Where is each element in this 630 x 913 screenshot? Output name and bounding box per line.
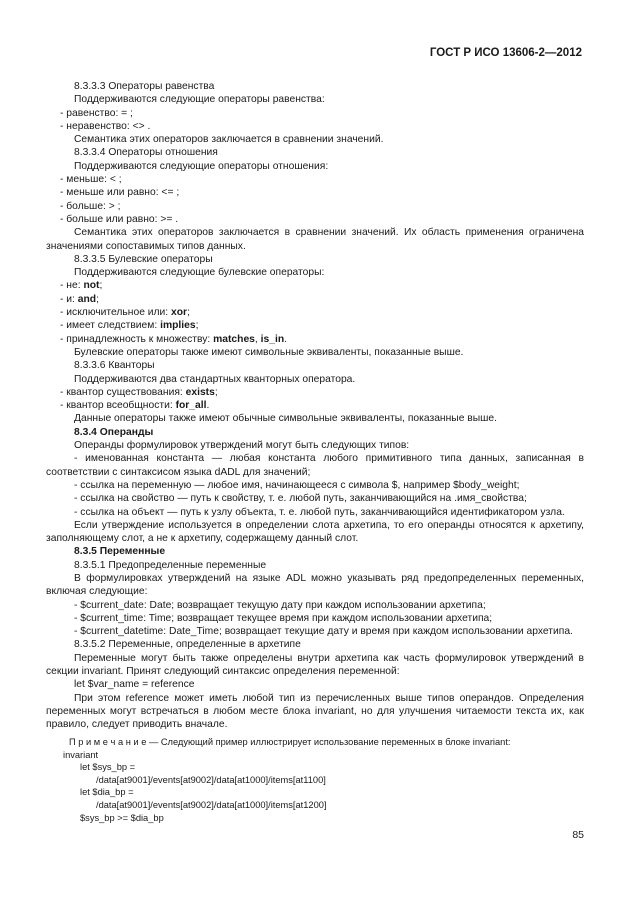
line-text: - меньше: < ; xyxy=(60,174,122,186)
text-line xyxy=(46,412,584,425)
line-text: . xyxy=(284,333,287,345)
text-line xyxy=(46,133,584,146)
document-header: ГОСТ Р ИСО 13606-2—2012 xyxy=(429,47,582,59)
page-number: 85 xyxy=(572,829,584,841)
text-line xyxy=(46,359,584,372)
line-text: 8.3.3.5 Булевские операторы xyxy=(74,253,213,265)
bold-term: not xyxy=(83,280,100,292)
text-line xyxy=(46,80,584,93)
text-line xyxy=(46,120,584,133)
line-text: let $var_name = reference xyxy=(74,679,195,691)
note-line: П р и м е ч а н и е — Следующий пример иллюстрирует использование переменных в блоке invariant: xyxy=(69,737,511,747)
text-line xyxy=(46,612,584,625)
text-line xyxy=(46,625,584,638)
text-line xyxy=(46,426,584,439)
bold-term: 8.3.5 Переменные xyxy=(74,546,166,558)
text-line xyxy=(46,452,584,479)
line-text: ; xyxy=(214,386,218,398)
line-text: Поддерживаются следующие операторы равенства: xyxy=(74,94,325,106)
text-line xyxy=(46,692,584,732)
line-text: При этом reference может иметь любой тип из перечисленных выше типов операндов. Определения переменных могут встречаться в любом месте блока invariant, но для улучшения читаемости текста их, как правило, следует приводить вначале. xyxy=(46,692,584,731)
text-line xyxy=(46,519,584,546)
text-line xyxy=(46,439,584,452)
line-text: 8.3.5.1 Предопределенные переменные xyxy=(74,559,267,571)
text-line xyxy=(46,107,584,120)
text-line xyxy=(46,479,584,492)
text-line xyxy=(46,386,584,399)
text-line xyxy=(46,93,584,106)
text-line xyxy=(46,186,584,199)
text-line xyxy=(46,266,584,279)
line-text: - меньше или равно: <= ; xyxy=(60,187,180,199)
text-line xyxy=(46,346,584,359)
line-text: - не: xyxy=(60,280,84,292)
text-line xyxy=(46,279,584,292)
bold-term: and xyxy=(77,293,97,305)
bold-term: 8.3.4 Операнды xyxy=(74,426,154,438)
note-line: invariant xyxy=(63,749,99,760)
bold-term: exists xyxy=(185,386,215,398)
bold-term: implies xyxy=(160,320,196,332)
note-line: $sys_bp >= $dia_bp xyxy=(80,812,164,823)
line-text: - $current_date: Date; возвращает текущую дату при каждом использовании архетипа; xyxy=(74,599,486,611)
document-body xyxy=(46,80,584,732)
line-text: Операнды формулировок утверждений могут быть следующих типов: xyxy=(74,440,410,452)
bold-term: xor xyxy=(171,307,188,319)
line-text: - больше: > ; xyxy=(60,200,121,212)
line-text: - $current_datetime: Date_Time; возвращает текущие дату и время при каждом использовании архетипа. xyxy=(74,626,573,638)
line-text: 8.3.3.6 Кванторы xyxy=(74,360,155,372)
note-line: /data[at9001]/events[at9002]/data[at1000]/items[at1100] xyxy=(96,774,326,785)
line-text: 8.3.3.4 Операторы отношения xyxy=(74,147,218,159)
line-text: - квантор существования: xyxy=(60,386,186,398)
text-line xyxy=(46,160,584,173)
line-text: Поддерживаются следующие булевские операторы: xyxy=(74,267,325,279)
text-line xyxy=(46,373,584,386)
line-text: В формулировках утверждений на языке ADL можно указывать ряд предопределенных переменных, включая следующие: xyxy=(46,572,584,598)
note-line: let $sys_bp = xyxy=(80,762,136,773)
bold-term: matches xyxy=(213,333,255,345)
text-line xyxy=(46,146,584,159)
text-line xyxy=(46,213,584,226)
line-text: - ссылка на свойство — путь к свойству, т. е. любой путь, заканчивающийся на .имя_свойства; xyxy=(74,493,527,505)
line-text: - равенство: = ; xyxy=(60,107,133,119)
note-line: let $dia_bp = xyxy=(80,787,134,798)
line-text: , xyxy=(254,333,261,345)
note-block xyxy=(60,736,580,824)
line-text: Поддерживаются следующие операторы отношения: xyxy=(74,160,329,172)
text-line xyxy=(46,200,584,213)
line-text: - неравенство: <> . xyxy=(60,120,151,132)
text-line xyxy=(46,506,584,519)
text-line xyxy=(46,173,584,186)
text-line xyxy=(46,306,584,319)
line-text: - ссылка на объект — путь к узлу объекта, т. е. любой путь, заканчивающийся идентификатором узла. xyxy=(74,506,565,518)
line-text: Булевские операторы также имеют символьные эквиваленты, показанные выше. xyxy=(74,346,464,358)
text-line xyxy=(46,333,584,346)
line-text: Данные операторы также имеют обычные символьные эквиваленты, показанные выше. xyxy=(74,413,498,425)
text-line xyxy=(46,559,584,572)
bold-term: for_all xyxy=(175,400,207,412)
line-text: - имеет следствием: xyxy=(60,320,161,332)
line-text: - и: xyxy=(60,293,78,305)
line-text: - именованная константа — любая константа любого примитивного типа данных, записанная в соответствии с синтаксисом языка dADL для значений; xyxy=(46,453,584,478)
line-text: ; xyxy=(96,293,99,305)
text-line xyxy=(46,319,584,332)
line-text: - квантор всеобщности: xyxy=(60,400,176,412)
line-text: ; xyxy=(99,280,103,292)
line-text: Поддерживаются два стандартных кванторных оператора. xyxy=(74,373,356,385)
line-text: . xyxy=(206,400,210,412)
text-line xyxy=(46,399,584,412)
line-text: - $current_time: Time; возвращает текущее время при каждом использовании архетипа; xyxy=(74,612,493,624)
line-text: - принадлежность к множеству: xyxy=(60,333,214,345)
line-text: 8.3.3.3 Операторы равенства xyxy=(74,81,215,92)
note-line: /data[at9001]/events[at9002]/data[at1000]/items[at1200] xyxy=(96,799,327,810)
text-line xyxy=(46,572,584,599)
text-line xyxy=(46,545,584,558)
line-text: - ссылка на переменную — любое имя, начинающееся с символа $, например $body_weight; xyxy=(74,479,520,491)
text-line xyxy=(46,638,584,651)
bold-term: is_in xyxy=(260,333,285,345)
text-line xyxy=(46,253,584,266)
line-text: Переменные могут быть также определены внутри архетипа как часть формулировок утверждений в секции invariant. Принят следующий синтаксис определения переменной: xyxy=(46,652,584,678)
line-text: Семантика этих операторов заключается в сравнении значений. xyxy=(74,134,384,146)
line-text: ; xyxy=(187,307,190,319)
text-line xyxy=(46,293,584,306)
text-line xyxy=(46,226,584,253)
line-text: ; xyxy=(195,320,199,332)
line-text: 8.3.5.2 Переменные, определенные в архетипе xyxy=(74,639,301,651)
text-line xyxy=(46,492,584,505)
text-line xyxy=(46,652,584,679)
line-text: - больше или равно: >= . xyxy=(60,213,179,225)
line-text: - исключительное или: xyxy=(60,307,172,319)
text-line xyxy=(46,678,584,691)
line-text: Если утверждение используется в определении слота архетипа, то его операнды относятся к архетипу, заполняющему слот, а не к архетипу, содержащему данный слот. xyxy=(46,519,584,545)
line-text: Семантика этих операторов заключается в сравнении значений. Их область применения ограничена значениями сопоставимых типов данных. xyxy=(46,227,584,252)
text-line xyxy=(46,599,584,612)
